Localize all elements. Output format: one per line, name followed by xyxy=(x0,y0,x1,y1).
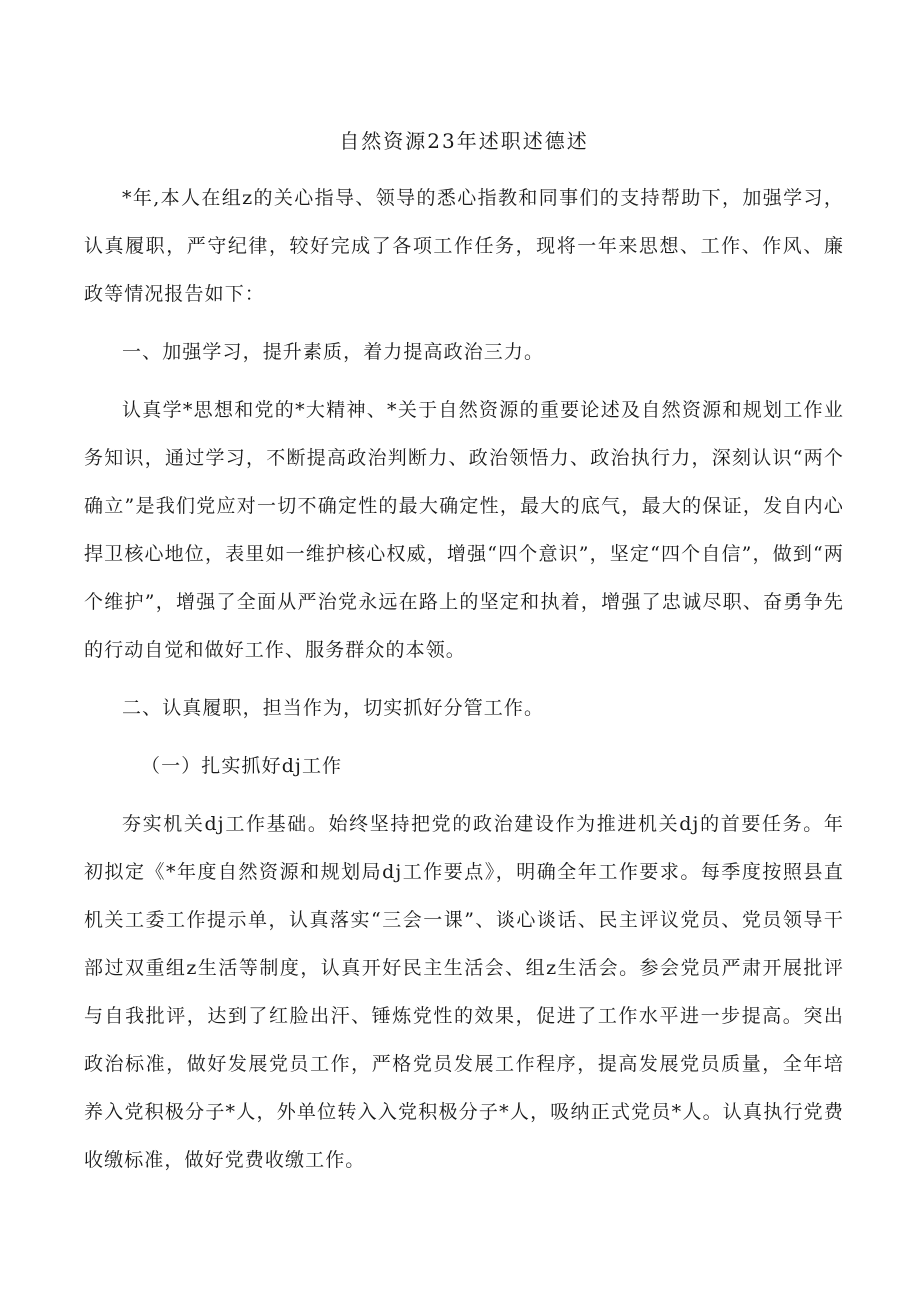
document-body xyxy=(84,118,844,1184)
section-2-heading: 二、认真履职，担当作为，切实抓好分管工作。 xyxy=(122,697,545,719)
document-title: 自然资源23年述职述德述 xyxy=(339,129,589,153)
subsection-1-body: 夯实机关dj工作基础。始终坚持把党的政治建设作为推进机关dj的首要任务。年初拟定《*年度自然资源和规划局dj工作要点》，明确全年工作要求。每季度按照县直机关工委工作提示单，认真落实“三会一课”、谈心谈话、民主评议党员、党员领导干部过双重组z生活等制度，认真开好民主生活会、组z生活会。参会党员严肃开展批评与自我批评，达到了红脸出汗、锤炼党性的效果，促进了工作水平进一步提高。突出政治标准，做好发展党员工作，严格党员发展工作程序，提高发展党员质量，全年培养入党积极分子*人，外单位转入入党积极分子*人，吸纳正式党员*人。认真执行党费收缴标准，做好党费收缴工作。 xyxy=(84,813,844,1171)
section-1-body: 认真学*思想和党的*大精神、*关于自然资源的重要论述及自然资源和规划工作业务知识，通过学习，不断提高政治判断力、政治领悟力、政治执行力，深刻认识“两个确立”是我们党应对一切不确定性的最大确定性，最大的底气，最大的保证，发自内心捍卫核心地位，表里如一维护核心权威，增强“四个意识”，坚定“四个自信”，做到“两个维护”，增强了全面从严治党永远在路上的坚定和执着，增强了忠诚尽职、奋勇争先的行动自觉和做好工作、服务群众的本领。 xyxy=(84,399,844,661)
subsection-1-heading: （一）扎实抓好dj工作 xyxy=(141,755,343,777)
section-1-heading: 一、加强学习，提升素质，着力提高政治三力。 xyxy=(122,341,545,363)
intro-paragraph: *年,本人在组z的关心指导、领导的悉心指教和同事们的支持帮助下，加强学习，认真履职，严守纪律，较好完成了各项工作任务，现将一年来思想、工作、作风、廉政等情况报告如下： xyxy=(84,187,844,305)
